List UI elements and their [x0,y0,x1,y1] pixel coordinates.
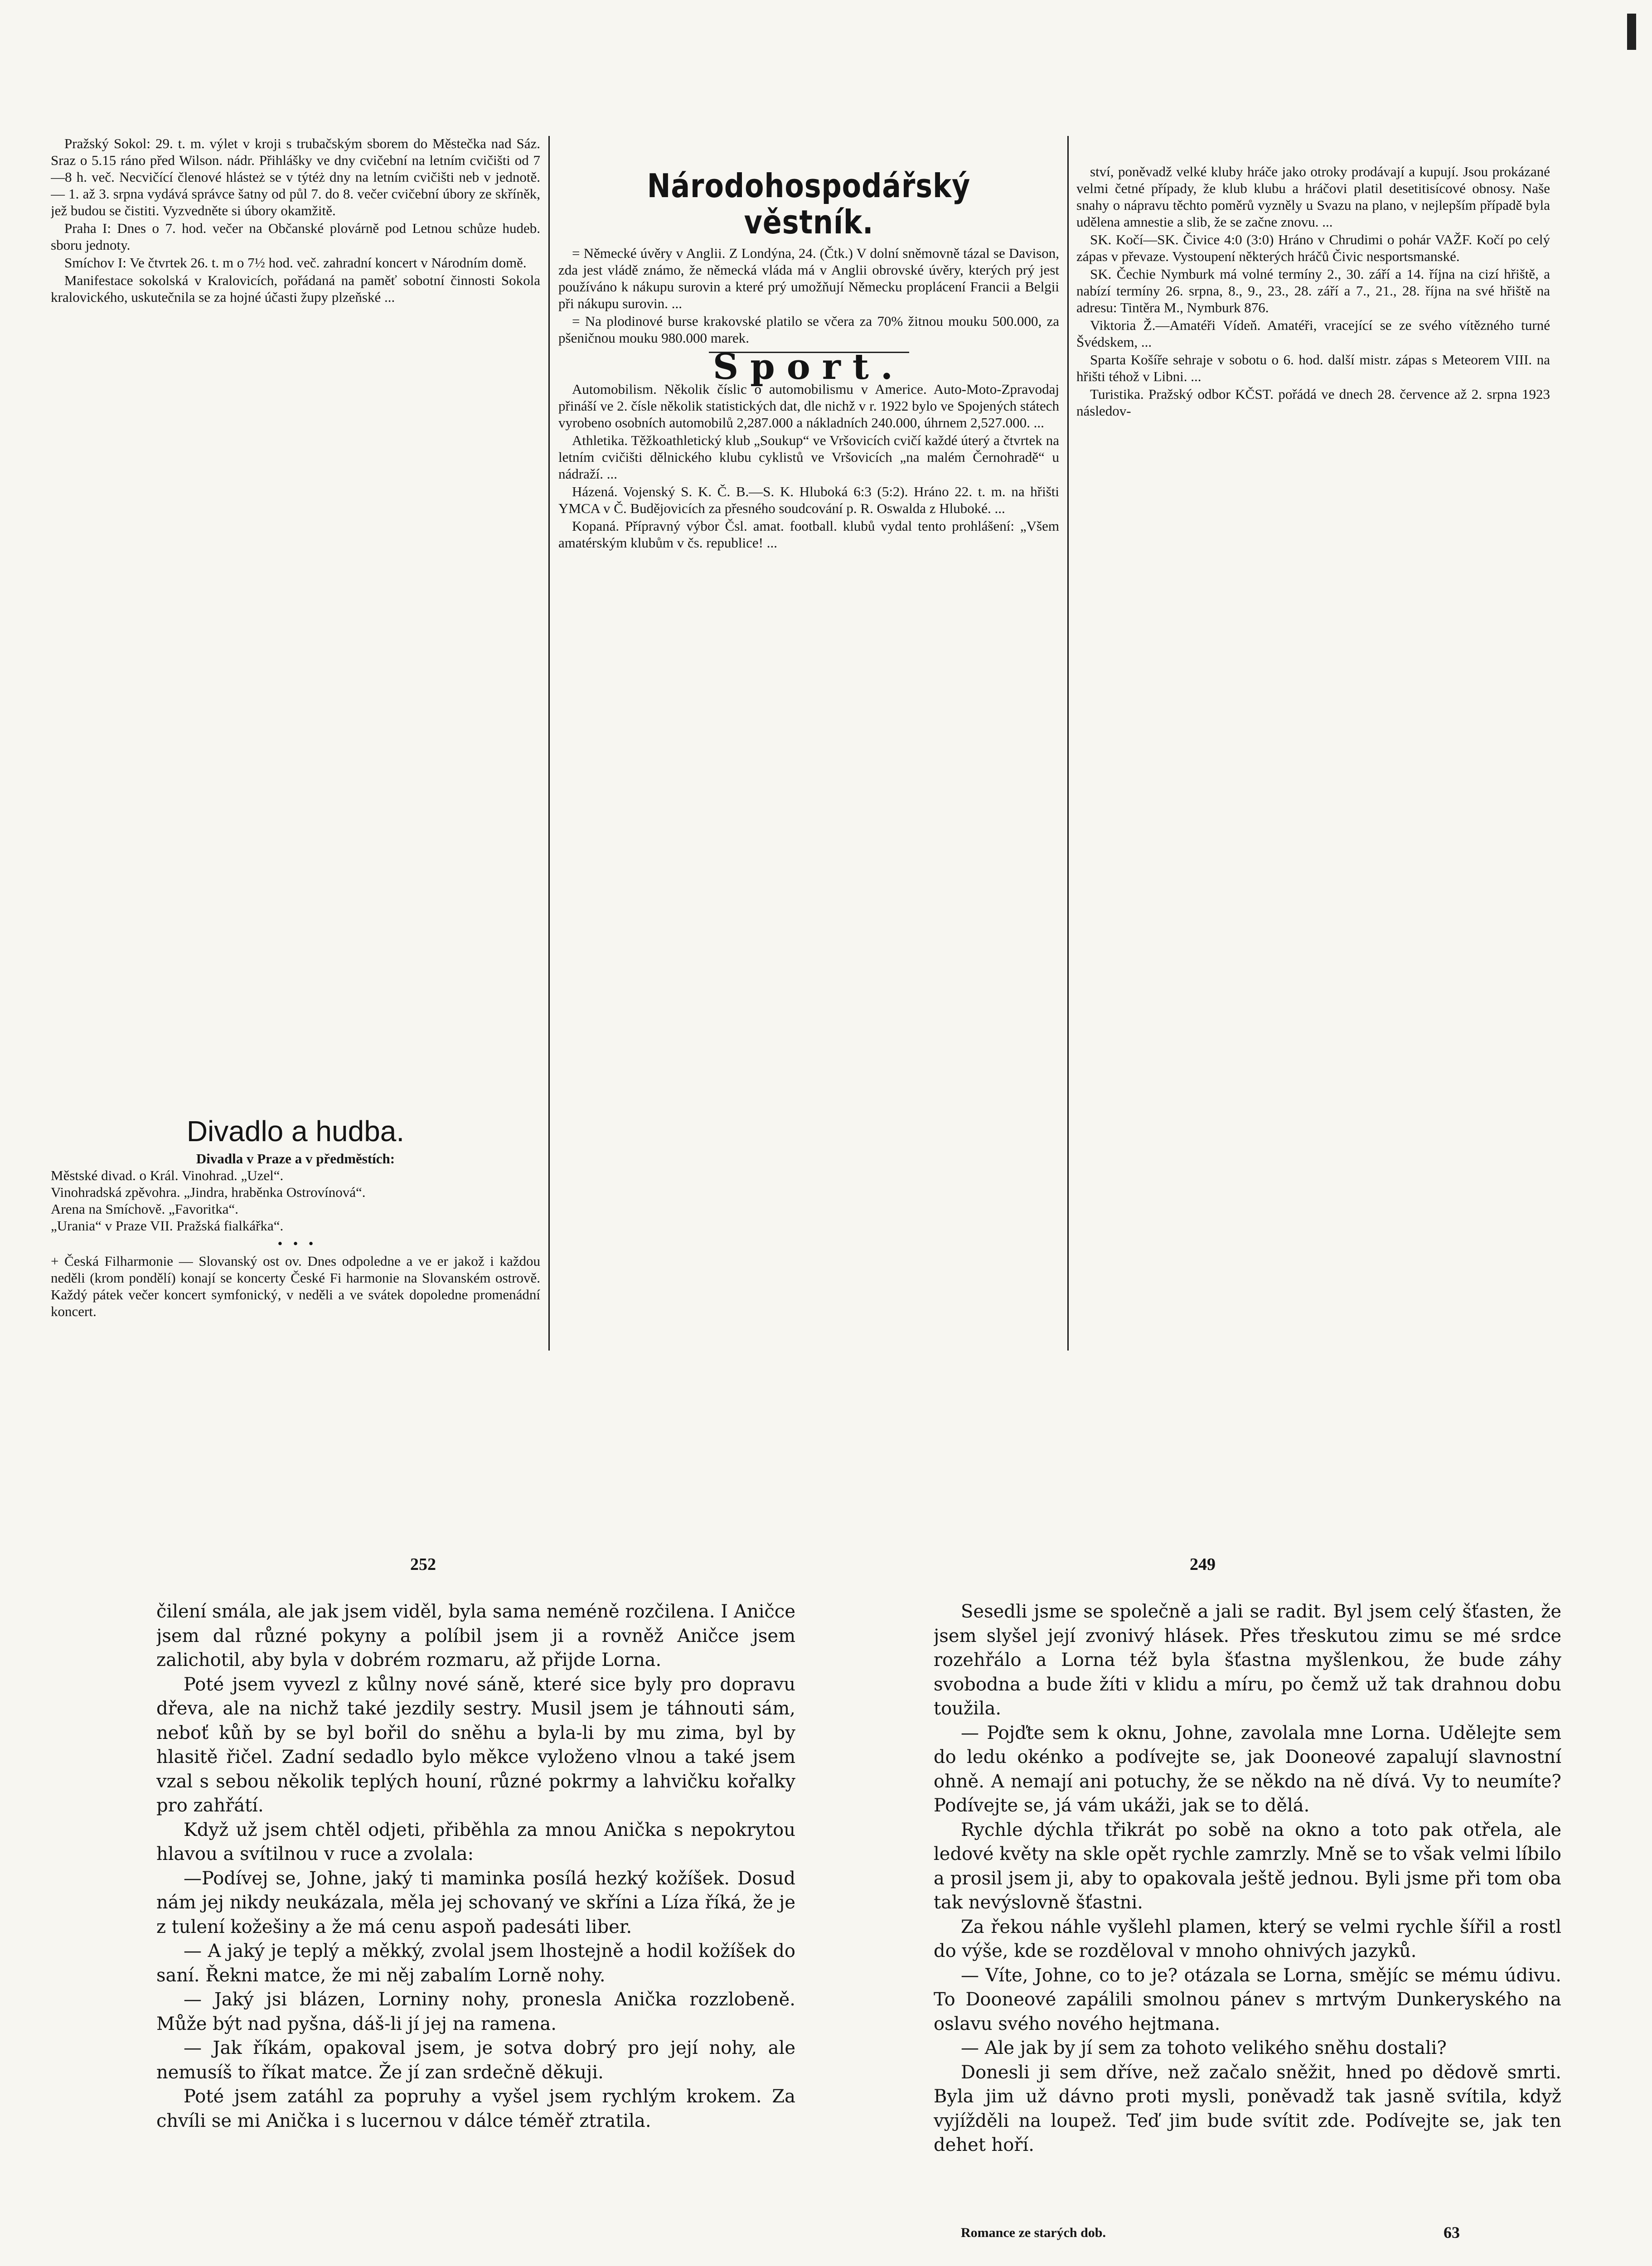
novel-paragraph: — Jak říkám, opakoval jsem, je sotva dobrý pro její nohy, ale nemusíš to říkat matce. Že jí zan srdečně děkuji. [156,2038,795,2083]
news-column-middle [558,168,1059,1351]
book-footer-caption: Romance ze starých dob. [961,2225,1106,2240]
theatre-title: Divadlo a hudba. [186,1115,405,1148]
ornament-dots: • • • [277,1235,314,1251]
news-paragraph: Kopaná. Přípravný výbor Čsl. amat. football. klubů vydal tento prohlášení: „Všem amatérským klubům v čs. republice! ... [558,518,1059,551]
novel-paragraph: Donesli ji sem dříve, než začalo sněžit, hned po dědově smrti. Byla jim už dávno proti mysli, poněvadž tak jasně svítila, když vyjížděli na loupež. Teď jim bude svítit zde. Podívejte se, jak ten dehet hoří. [934,2062,1561,2155]
page-number-left: 252 [410,1555,436,1574]
novel-paragraph: — Ale jak by jí sem za tohoto velikého sněhu dostali? [961,2038,1447,2058]
sport-heading: Sport. [712,346,905,387]
theatre-entry: Městské divad. o Král. Vinohrad. „Uzel“. [51,1167,284,1183]
news-paragraph: Automobilism. Několik číslic o automobilismu v Americe. Auto-Moto-Zpravodaj přináší ve 2. čísle několik statistických dat, dle nichž v r. 1922 bylo ve Spojených státech vyrobeno osobních automobilů 2,287.000 a nákladních 240.000, úhrnem 2,527.000. ... [558,381,1059,431]
news-paragraph: = Na plodinové burse krakovské platilo se včera za 70% žitnou mouku 500.000, za pšeničnou mouku 980.000 marek. [558,313,1059,346]
news-paragraph: Manifestace sokolská v Kralovicích, pořádaná na paměť sobotní činnosti Sokola kralovického, uskutečnila se za hojné účasti župy plzeňské ... [51,272,540,305]
news-paragraph: Athletika. Těžkoathletický klub „Soukup“ ve Vršovicích cvičí každé úterý a čtvrtek na letním cvičišti dělnického klubu cyklistů ve Vršovicích „na malém Černohradě“ u nádraží. ... [558,432,1059,482]
theatre-section [51,1115,540,1351]
news-column-right [1076,163,1550,1351]
news-paragraph: Pražský Sokol: 29. t. m. výlet v kroji s trubačským sborem do Městečka nad Sáz. Sraz o 5.15 ráno před Wilson. nádr. Přihlášky ve dny cvičební na letním cvičišti od 7—8 h. več. Necvičící členové hlásteż se v týtéż dny na letním cvičišti neb v jednotě. — 1. až 3. srpna vydává správce šatny od půl 7. do 8. večer cvičební úbory ze skříněk, jež budou se čistiti. Vyzvedněte si úbory okamžitě. [51,136,540,218]
news-paragraph: Praha I: Dnes o 7. hod. večer na Občanské plovárně pod Letnou schůze hudeb. sboru jednoty. [51,220,540,253]
scan-edge-mark [1627,14,1636,50]
novel-paragraph: —Podívej se, Johne, jaký ti maminka posílá hezký kožíšek. Dosud nám jej nikdy neukázala, měla jej schovaný ve skříni a Líza říká, že je z tulení kožešiny a že má cenu aspoň padesáti liber. [156,1868,795,1937]
column-divider [1067,136,1069,1351]
news-paragraph: SK. Kočí—SK. Čivice 4:0 (3:0) Hráno v Chrudimi o pohár VAŽF. Kočí po celý zápas v převaze. Vystoupení některých hráčů Čivic nesportsmanské. [1076,232,1550,264]
novel-paragraph: čilení smála, ale jak jsem viděl, byla sama neméně rozčilena. I Aničce jsem dal různé pokyny a políbil jsem ji a rovněž Aničce jsem zalichotil, aby byla v dobrém rozmaru, až přijde Lorna. [156,1601,795,1670]
novel-paragraph: Poté jsem vyvezl z kůlny nové sáně, které sice byly pro dopravu dřeva, ale na nichž také jezdily sestry. Musil jsem je táhnouti sám, neboť kůň by se byl bořil do sněhu a byla-li by mu zima, byl by hlasitě řičel. Zadní sedadlo bylo měkce vyloženo vlnou a také jsem vzal s sebou několik teplých houní, různé pokrmy a lahvičku kořalky pro zahřátí. [156,1674,795,1816]
theatre-entry: Vinohradská zpěvohra. „Jindra, hraběnka Ostrovínová“. [51,1184,366,1200]
novel-paragraph: Poté jsem zatáhl za popruhy a vyšel jsem rychlým krokem. Za chvíli se mi Anička i s lucernou v dálce téměř ztratila. [156,2086,795,2131]
theatre-entry: Arena na Smíchově. „Favoritka“. [51,1201,239,1217]
novel-page-right [934,1600,1561,2221]
novel-page-left [156,1600,795,2207]
novel-paragraph: Rychle dýchla třikrát po sobě na okno a toto pak otřela, ale ledové květy na skle opět rychle zamrzly. Mně se to však velmi líbilo a prosil jsem ji, aby to opakovala ještě jednou. Byli jsme při tom oba tak nevýslovně šťastni. [934,1819,1561,1913]
novel-paragraph: — Jaký jsi blázen, Lorniny nohy, pronesla Anička rozzlobeně. Může být nad pyšna, dáš-li jí jej na ramena. [156,1989,795,2034]
news-paragraph: = Německé úvěry v Anglii. Z Londýna, 24. (Čtk.) V dolní sněmovně tázal se Davison, zda jest vládě známo, že německá vláda má v Anglii obrovské úvěry, kterých prý jest používáno k nákupu surovin a které prý umožňují Německu proplácení Francii a Belgii při nákupu surovin. ... [558,245,1059,311]
novel-paragraph: Za řekou náhle vyšlehl plamen, který se velmi rychle šířil a rostl do výše, kde se rozděloval v mnoho ohnivých jazyků. [934,1916,1561,1961]
news-paragraph: Viktoria Ž.—Amatéři Vídeň. Amatéři, vracející se ze svého vítězného turné Švédskem, ... [1076,317,1550,350]
philharmonic-notice: + Česká Filharmonie — Slovanský ost ov. Dnes odpoledne a ve er jakož i každou neděli (krom pondělí) konají se koncerty České Fi harmonie na Slovanském ostrově. Každý pátek večer koncert symfonický, v neděli a ve svátek dopoledne promenádní koncert. [51,1253,540,1319]
news-paragraph: SK. Čechie Nymburk má volné termíny 2., 30. září a 14. října na cizí hřiště, a nabízí termíny 26. srpna, 8., 9., 23., 28. září a 7., 21., 28. října na své hřiště na adresu: Tintěra M., Nymburk 876. [1076,266,1550,315]
novel-paragraph: Sesedli jsme se společně a jali se radit. Byl jsem celý šťasten, že jsem slyšel její zvonivý hlásek. Přes třeskutou zimu se mé srdce rozehřálo a Lorna též byla šťastna myšlenkou, že bude záhy svobodna a bude žíti v klidu a míru, po čemž už tak drahnou dobu toužila. [934,1601,1561,1719]
news-paragraph: Házená. Vojenský S. K. Č. B.—S. K. Hluboká 6:3 (5:2). Hráno 22. t. m. na hřišti YMCA v Č. Budějovicích za přesného soudcování p. R. Oswalda z Hluboké. ... [558,484,1059,516]
news-paragraph: Sparta Košíře sehraje v sobotu o 6. hod. další mistr. zápas s Meteorem VIII. na hřišti téhož v Libni. ... [1076,352,1550,384]
novel-paragraph: Když už jsem chtěl odjeti, přiběhla za mnou Anička s nepokrytou hlavou a svítilnou v ruce a zvolala: [156,1819,795,1864]
news-paragraph: Turistika. Pražský odbor KČST. pořádá ve dnech 28. července až 2. srpna 1923 následov- [1076,386,1550,419]
novel-paragraph: — A jaký je teplý a měkký, zvolal jsem lhostejně a hodil kožíšek do saní. Řekni matce, že mi něj zabalím Lorně nohy. [156,1941,795,1986]
column-divider [548,136,550,1351]
news-paragraph: Smíchov I: Ve čtvrtek 26. t. m o 7½ hod. več. zahradní koncert v Národním domě. [64,255,527,271]
news-column-left [51,135,540,824]
novel-paragraph: — Pojďte sem k oknu, Johne, zavolala mne Lorna. Udělejte sem do ledu okénko a podívejte se, jak Dooneové zapalují slavnostní ohně. A nemají ani potuchy, že se někdo na ně dívá. Vy to neumíte? Podívejte se, já vám ukáži, jak se to dělá. [934,1722,1561,1816]
economy-masthead: Národohospodářský věstník. [647,168,971,241]
news-paragraph: ství, poněvadž velké kluby hráče jako otroky prodávají a kupují. Jsou prokázané velmi četné případy, že klub klubu a hráčovi platil desetitisícové obnosy. Naše snahy o nápravu těchto poměrů vyzněly u Svazu na plano, v nejlepším případě byla udělena amnestie a slib, že se začne znovu. ... [1076,164,1550,230]
novel-paragraph: — Víte, Johne, co to je? otázala se Lorna, smějíc se mému údivu. To Dooneové zapálili smolnou pánev s mrtvým Dunkeryského na oslavu svého nového hejtmana. [934,1965,1561,2034]
theatre-entry: „Urania“ v Praze VII. Pražská fialkářka“. [51,1218,284,1234]
book-footer-page: 63 [1444,2223,1460,2242]
theatre-subtitle: Divadla v Praze a v předměstích: [196,1151,395,1167]
page-number-right: 249 [1190,1555,1216,1574]
